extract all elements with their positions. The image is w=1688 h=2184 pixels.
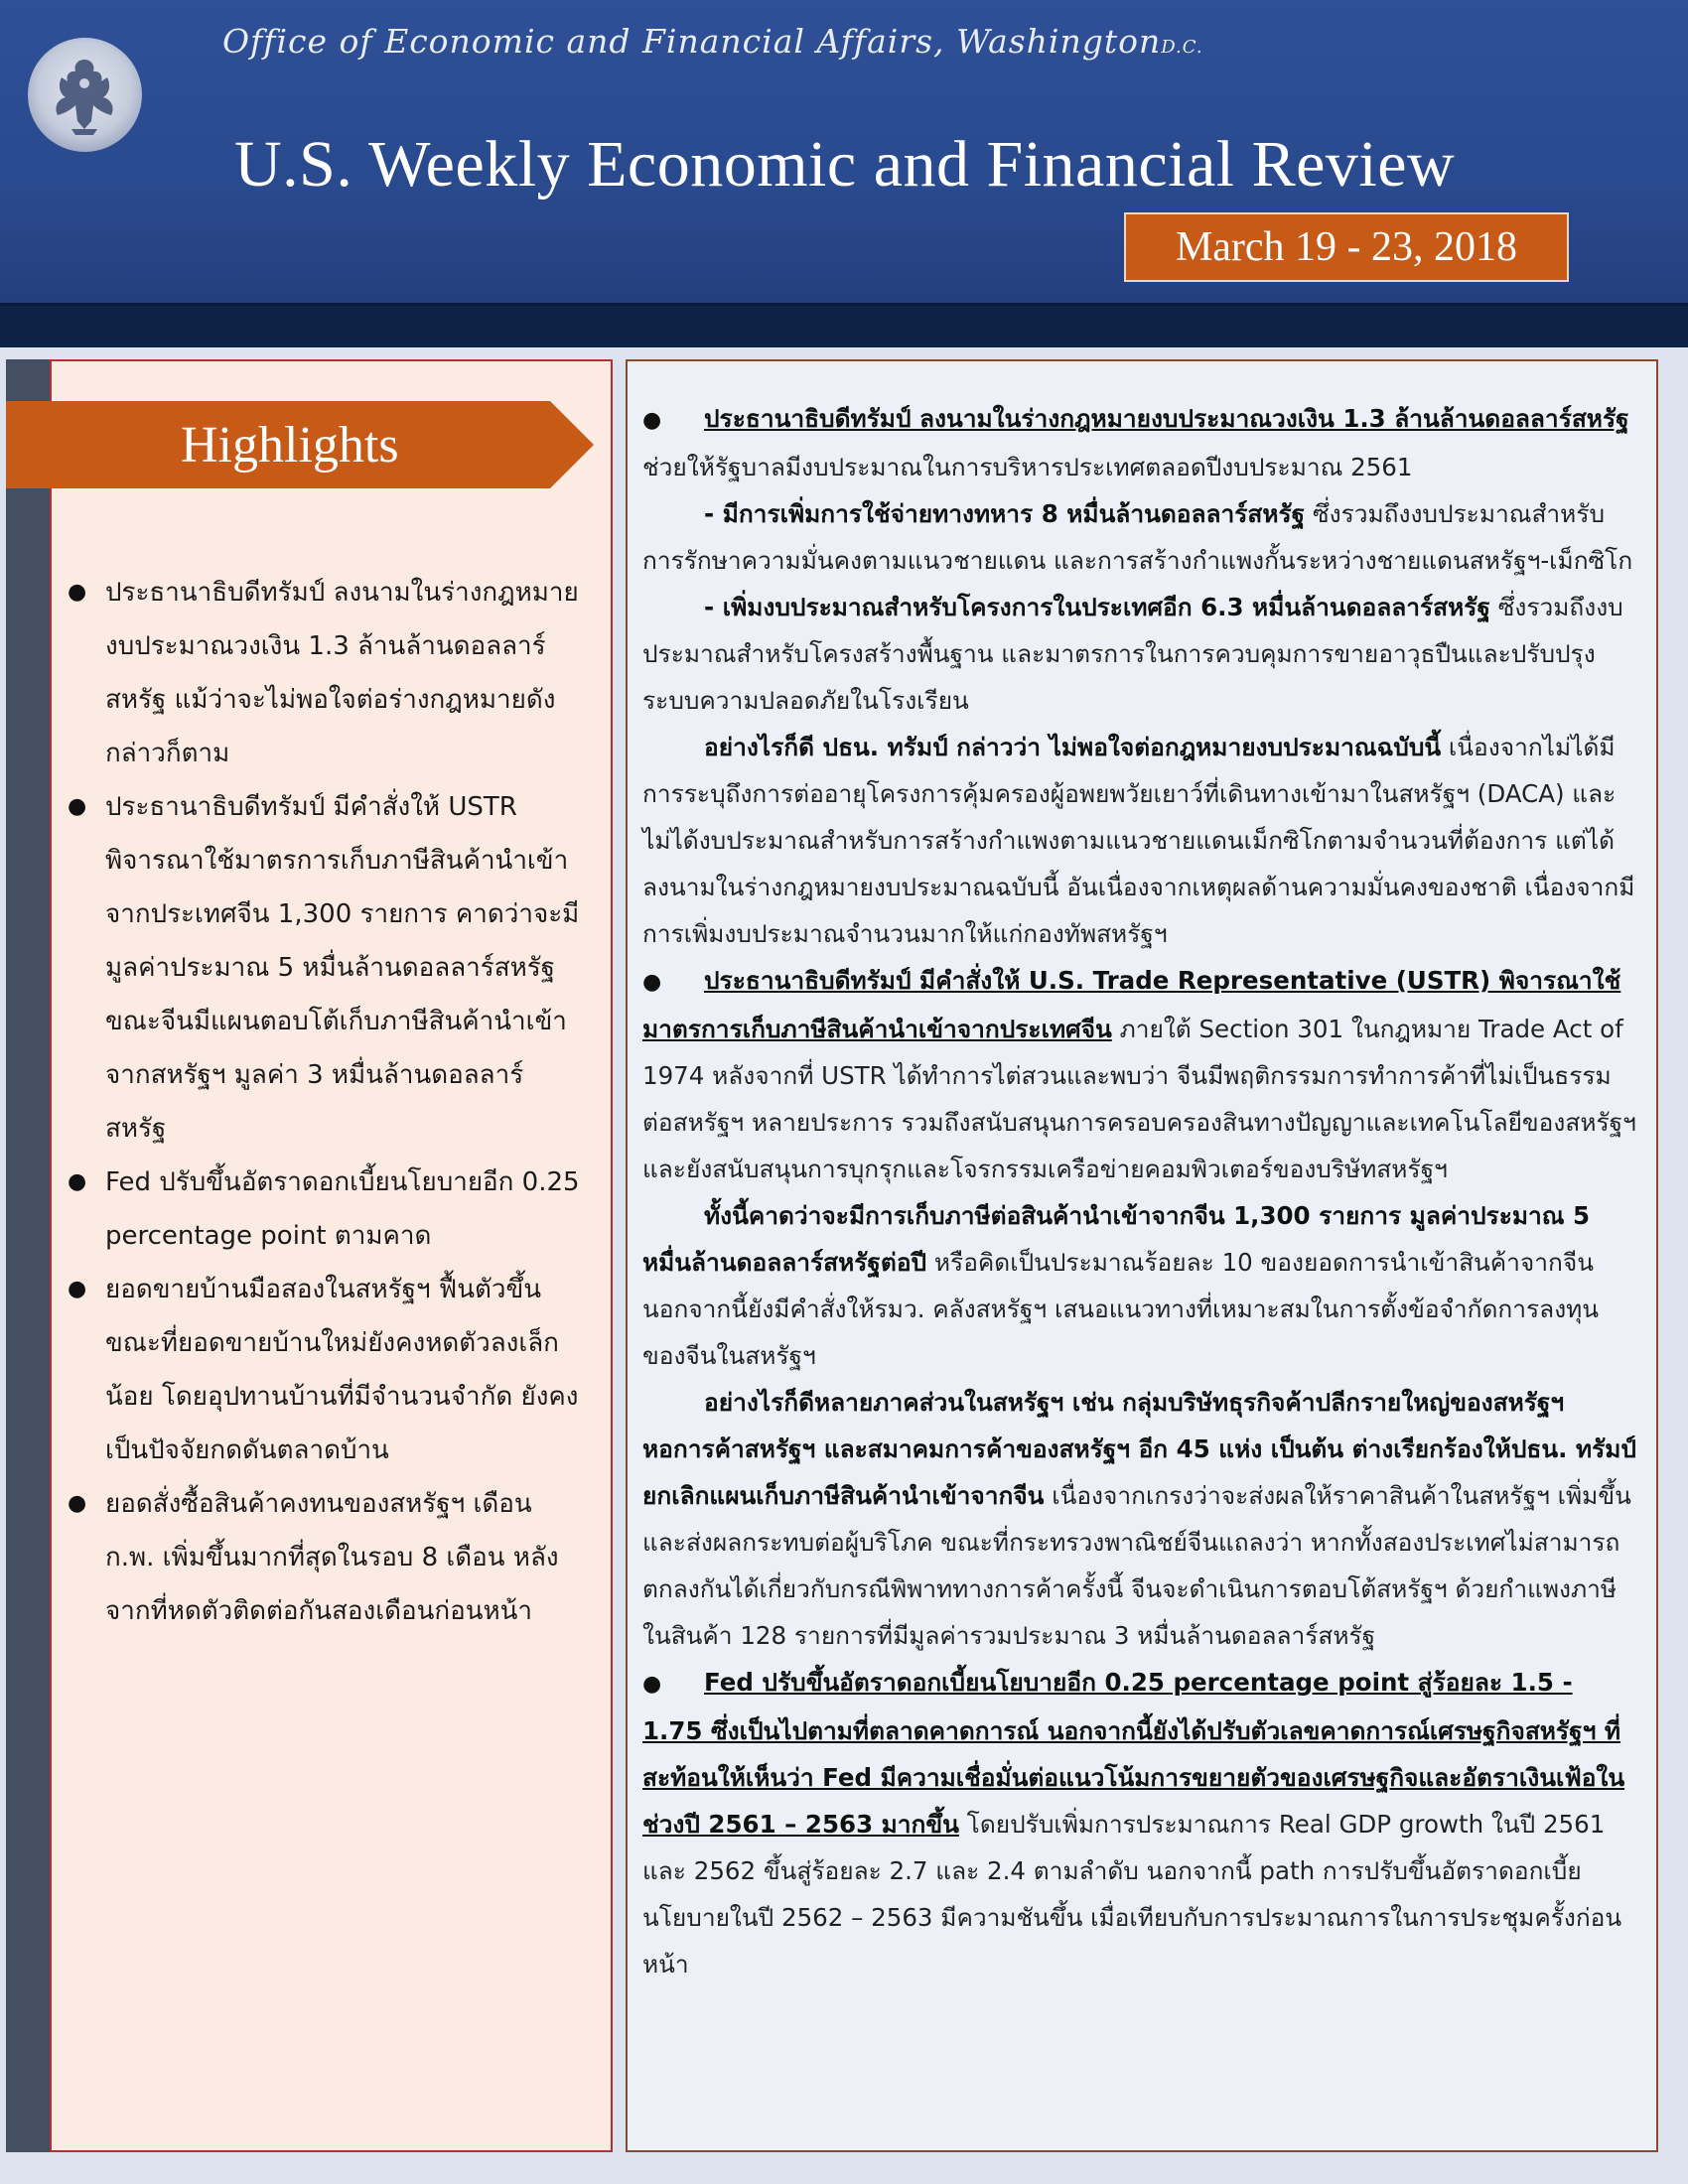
article-text: หรือคิดเป็นประมาณร้อยละ 10 ของยอดการนำเข้าสินค้าจากจีน นอกจากนี้ยังมีคำสั่งให้รมว. คลังสหรัฐฯ เสนอแนวทางที่เหมาะสมในการตั้งข้อจำกัดการลงทุนของจีนในสหรัฐฯ [642,1248,1600,1370]
article-paragraph-budget [642,395,1640,490]
left-sidebar-stripe [6,359,52,2152]
article-text: ซึ่งรวมถึงงบประมาณสำหรับการรักษาความมั่นคงตามแนวชายแดน และการสร้างกำแพงกั้นระหว่างชายแดนสหรัฐฯ-เม็กซิโก [642,499,1633,575]
article-paragraph-tariff [642,1192,1640,1379]
article-subheading: - มีการเพิ่มการใช้จ่ายทางทหาร 8 หมื่นล้านดอลลาร์สหรัฐ [704,499,1306,528]
bullet-icon: ● [642,408,662,433]
bullet-icon: ● [642,1672,662,1697]
header-band [0,303,1688,347]
report-title: U.S. Weekly Economic and Financial Review [234,128,1456,201]
article-paragraph-fed [642,1659,1640,1987]
bullet-icon: ● [642,970,662,995]
article-text: ภายใต้ Section 301 ในกฎหมาย Trade Act of 1974 หลังจากที่ USTR ได้ทำการไต่สวนและพบว่า จีนมีพฤติกรรมการทำการค้าที่ไม่เป็นธรรมต่อสหรัฐฯ หลายประการ รวมถึงสนับสนุนการครอบครองสินทางปัญญาและเทคโนโลยีของสหรัฐฯ และยังสนับสนุนการบุกรุกและโจรกรรมเครือข่ายคอมพิวเตอร์ของบริษัทสหรัฐฯ [642,1015,1636,1183]
highlight-item: ● ยอดขายบ้านมือสองในสหรัฐฯ ฟื้นตัวขึ้น ขณะที่ยอดขายบ้านใหม่ยังคงหดตัวลงเล็กน้อย โดยอุปทานบ้านที่มีจำนวนจำกัด ยังคงเป็นปัจจัยกดดันตลาดบ้าน [66,1263,582,1477]
highlights-title: Highlights [181,416,399,474]
article-text: เนื่องจากเกรงว่าจะส่งผลให้ราคาสินค้าในสหรัฐฯ เพิ่มขึ้น และส่งผลกระทบต่อผู้บริโภค ขณะที่กระทรวงพาณิชย์จีนแถลงว่า หากทั้งสองประเทศไม่สามารถตกลงกันได้เกี่ยวกับกรณีพิพาททางการค้าครั้งนี้ จีนจะดำเนินการตอบโต้สหรัฐฯ ด้วยกำแพงภาษีในสินค้า 128 รายการที่มีมูลค่ารวมประมาณ 3 หมื่นล้านดอลลาร์สหรัฐ [642,1481,1631,1650]
highlight-item: ● Fed ปรับขึ้นอัตราดอกเบี้ยนโยบายอีก 0.25 percentage point ตามคาด [66,1156,582,1263]
article-text: ช่วยให้รัฐบาลมีงบประมาณในการบริหารประเทศตลอดปีงบประมาณ 2561 [642,453,1413,481]
article-paragraph-ustr [642,957,1640,1192]
article-subheading: ทั้งนี้คาดว่าจะมีการเก็บภาษีต่อสินค้านำเข้าจากจีน 1,300 รายการ มูลค่าประมาณ 5 หมื่นล้านดอลลาร์สหรัฐต่อปี [642,1201,1591,1277]
article-paragraph-opposition [642,1379,1640,1659]
article-heading: ประธานาธิบดีทรัมป์ มีคำสั่งให้ U.S. Trade Representative (USTR) พิจารณาใช้มาตรการเก็บภาษีสินค้านำเข้าจากประเทศจีน [642,966,1621,1043]
garuda-emblem-icon [28,38,142,152]
article-subheading: - เพิ่มงบประมาณสำหรับโครงการในประเทศอีก 6.3 หมื่นล้านดอลลาร์สหรัฐ [704,593,1490,621]
highlight-item: ● ประธานาธิบดีทรัมป์ ลงนามในร่างกฎหมายงบประมาณวงเงิน 1.3 ล้านล้านดอลลาร์สหรัฐ แม้ว่าจะไม่พอใจต่อร่างกฎหมายดังกล่าวก็ตาม [66,566,582,780]
article-heading: Fed ปรับขึ้นอัตราดอกเบี้ยนโยบายอีก 0.25 percentage point สู่ร้อยละ 1.5 - 1.75 ซึ่งเป็นไปตามที่ตลาดคาดการณ์ นอกจากนี้ยังได้ปรับตัวเลขคาดการณ์เศรษฐกิจสหรัฐฯ ที่สะท้อนให้เห็นว่า Fed มีความเชื่อมั่นต่อแนวโน้มการขยายตัวของเศรษฐกิจและอัตราเงินเฟ้อในช่วงปี 2561 – 2563 มากขึ้น [642,1668,1625,1839]
highlight-item: ● ยอดสั่งซื้อสินค้าคงทนของสหรัฐฯ เดือน ก.พ. เพิ่มขึ้นมากที่สุดในรอบ 8 เดือน หลังจากที่หดตัวติดต่อกันสองเดือนก่อนหน้า [66,1477,582,1638]
article-body [642,395,1640,1987]
article-text: ซึ่งรวมถึงงบประมาณสำหรับโครงสร้างพื้นฐาน และมาตรการในการควบคุมการขายอาวุธปืนและปรับปรุงระบบความปลอดภัยในโรงเรียน [642,593,1623,715]
highlight-item: ● ประธานาธิบดีทรัมป์ มีคำสั่งให้ USTR พิจารณาใช้มาตรการเก็บภาษีสินค้านำเข้าจากประเทศจีน 1,300 รายการ คาดว่าจะมีมูลค่าประมาณ 5 หมื่นล้านดอลลาร์สหรัฐ ขณะจีนมีแผนตอบโต้เก็บภาษีสินค้านำเข้าจากสหรัฐฯ มูลค่า 3 หมื่นล้านดอลลาร์สหรัฐ [66,780,582,1156]
article-subheading: อย่างไรก็ดี ปธน. ทรัมป์ กล่าวว่า ไม่พอใจต่อกฎหมายงบประมาณฉบับนี้ [704,733,1442,761]
article-heading: ประธานาธิบดีทรัมป์ ลงนามในร่างกฎหมายงบประมาณวงเงิน 1.3 ล้านล้านดอลลาร์สหรัฐ [704,404,1629,433]
article-text: เนื่องจากไม่ได้มีการระบุถึงการต่ออายุโครงการคุ้มครองผู้อพยพวัยเยาว์ที่เดินทางเข้ามาในสหรัฐฯ (DACA) และไม่ได้งบประมาณสำหรับการสร้างกำแพงตามแนวชายแดนเม็กซิโกตามจำนวนที่ต้องการ แต่ได้ลงนามในร่างกฎหมายงบประมาณฉบับนี้ อันเนื่องจากเหตุผลด้านความมั่นคงของชาติ เนื่องจากมีการเพิ่มงบประมาณจำนวนมากให้แก่กองทัพสหรัฐฯ [642,733,1635,948]
office-suffix: D.C. [1161,37,1203,58]
article-subheading: อย่างไรก็ดีหลายภาคส่วนในสหรัฐฯ เช่น กลุ่มบริษัทธุรกิจค้าปลีกรายใหญ่ของสหรัฐฯ หอการค้าสหรัฐฯ และสมาคมการค้าของสหรัฐฯ อีก 45 แห่ง เป็นต้น ต่างเรียกร้องให้ปธน. ทรัมป์ ยกเลิกแผนเก็บภาษีสินค้านำเข้าจากจีน [642,1388,1636,1510]
highlights-list [66,566,582,1638]
report-header [0,0,1688,303]
article-paragraph-domestic [642,584,1640,724]
article-paragraph-daca [642,724,1640,957]
article-paragraph-military [642,490,1640,584]
report-date-badge: March 19 - 23, 2018 [1124,212,1569,282]
article-text: โดยปรับเพิ่มการประมาณการ Real GDP growth ในปี 2561 และ 2562 ขึ้นสู่ร้อยละ 2.7 และ 2.4 ตามลำดับ นอกจากนี้ path การปรับขึ้นอัตราดอกเบี้ยนโยบายในปี 2562 – 2563 มีความชันขึ้น เมื่อเทียบกับการประมาณการในการประชุมครั้งก่อนหน้า [642,1810,1622,1979]
office-name: Office of Economic and Financial Affairs, WashingtonD.C. [222,22,1203,61]
